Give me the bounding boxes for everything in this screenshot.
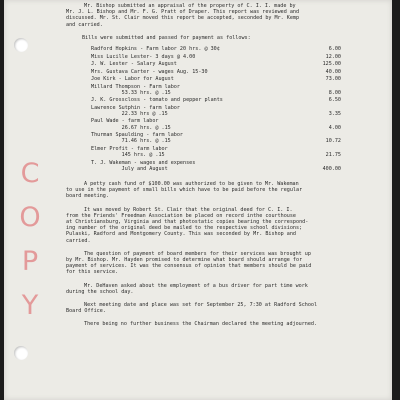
text-line: board meeting. — [66, 193, 109, 200]
minutes-paragraph — [66, 207, 384, 244]
appraisal-paragraph — [66, 3, 384, 28]
minutes-paragraph — [66, 251, 384, 276]
bill-row — [91, 132, 341, 144]
punch-hole — [14, 346, 28, 360]
text-line: discussed. Mr. St. Clair moved this report be accepted, seconded by Mr. Kemp — [66, 15, 300, 22]
bill-description: Miss Lucille Lester- 3 days @ 4.00 — [91, 53, 196, 60]
bill-description: Joe Kirk - Labor for August — [91, 76, 174, 83]
text-line: for this service. — [66, 269, 119, 276]
text-line: carried. — [66, 237, 91, 244]
minutes-paragraph — [66, 321, 384, 327]
text-line: ing number of the original deed be mailed to the respective school divisions; — [66, 225, 303, 232]
bill-amount: 125.00 — [322, 61, 341, 68]
text-line: Pulaski, Radford and Montgomery County. This was seconded by Mr. Bishop and — [66, 231, 297, 238]
bill-description: Lawrence Sutphin - farm labor 22.33 hrs @ .15 — [91, 104, 180, 117]
bill-description: Paul Wade - farm labor 26.67 hrs. @ .15 — [91, 118, 171, 131]
bill-row — [91, 97, 341, 103]
text-line: There being no further business the Chairman declared the meeting adjourned. — [84, 321, 318, 328]
text-line: to use in the payment of small bills which have to be paid before the regular — [66, 187, 303, 194]
bill-amount: 3.35 — [328, 110, 341, 117]
bill-description: J. W. Lester - Salary August — [91, 61, 177, 68]
stamp-letter: P — [21, 246, 39, 277]
bill-amount: 6.50 — [328, 97, 341, 104]
bill-row — [91, 105, 341, 117]
copy-stamp — [18, 152, 42, 328]
stamp-letter: Y — [21, 290, 39, 321]
punch-hole — [14, 38, 28, 52]
text-line: at Christiansburg, Virginia and that photostatic copies bearing the correspond- — [66, 218, 309, 225]
bill-row — [91, 54, 341, 60]
text-line: The question of payment of board members for their services was brought up — [84, 250, 311, 257]
bills-list — [91, 46, 341, 172]
bill-description: Radford Hopkins - Farm labor 20 hrs. @ 30¢ — [91, 46, 220, 53]
bill-row — [91, 146, 341, 158]
bill-description: Mrs. Gustava Carter - wages Aug. 15-30 — [91, 68, 208, 75]
bill-description: J. K. Grosscloss - tomato and pepper plants — [91, 97, 223, 104]
minutes-paragraphs — [66, 181, 384, 328]
bill-row — [91, 160, 341, 172]
bill-description: Thurman Spaulding - farm labor 71.46 hrs. @ .15 — [91, 132, 184, 145]
minutes-text — [66, 0, 384, 335]
text-line: and carried. — [66, 21, 103, 28]
bills-intro: Bills were submitted and passed for payment as follows: — [82, 34, 251, 41]
text-line: from the Friends' Freedman Association be placed on record inthe courthouse — [66, 212, 297, 219]
bill-row — [91, 46, 341, 52]
text-line: It was moved by Robert St. Clair that the original deed for C. I. I. — [84, 206, 293, 213]
minutes-paragraph — [66, 302, 384, 314]
bill-row — [91, 61, 341, 67]
text-line: Mr. J. L. Bishop and Mr. F. G. Pratt of Draper. This report was reviewed and — [66, 9, 300, 16]
bill-amount: 8.00 — [328, 89, 341, 96]
bill-amount: 21.75 — [325, 152, 341, 159]
bill-row — [91, 84, 341, 96]
text-line: by Mr. Bishop. Mr. Hayden promised to determine what board should arrange for — [66, 256, 303, 263]
bill-description: T. J. Wakeman - wages and expenses July and August — [91, 159, 196, 172]
bill-amount: 73.00 — [325, 76, 341, 83]
text-line: A petty cash fund of $100.00 was authorized to be given to Mr. Wakeman — [84, 180, 299, 187]
stamp-letter: O — [19, 202, 41, 233]
stamp-letter: C — [20, 158, 40, 189]
minutes-paragraph — [66, 283, 384, 295]
bill-amount: 6.00 — [328, 46, 341, 53]
text-line: payment of services. It was the consensus of opinion that members should be paid — [66, 263, 312, 270]
text-line: Next meeting date and place was set for September 25, 7:30 at Radford School — [84, 301, 318, 308]
minutes-paragraph — [66, 181, 384, 200]
bill-row — [91, 118, 341, 130]
bill-description: Elmer Profit - farm labor 145 hrs. @ .15 — [91, 145, 168, 159]
bill-amount: 10.72 — [325, 138, 341, 145]
bill-amount: 40.00 — [325, 68, 341, 75]
bill-amount: 4.00 — [328, 124, 341, 131]
bill-row — [91, 69, 341, 75]
bill-description: Millard Thompson - Farm labor 53.33 hrs. @ .15 — [91, 83, 180, 96]
text-line: Board Office. — [66, 308, 106, 315]
text-line: during the school day. — [66, 288, 134, 295]
text-line: Mr. Bishop submitted an appraisal of the property of C. I. I. made by — [84, 3, 296, 9]
bill-row — [91, 76, 341, 82]
bill-amount: 400.00 — [322, 165, 341, 172]
bill-amount: 12.00 — [325, 53, 341, 60]
document-page — [4, 0, 392, 400]
text-line: Mr. DeHaven asked about the employment of a bus driver for part time work — [84, 282, 308, 289]
